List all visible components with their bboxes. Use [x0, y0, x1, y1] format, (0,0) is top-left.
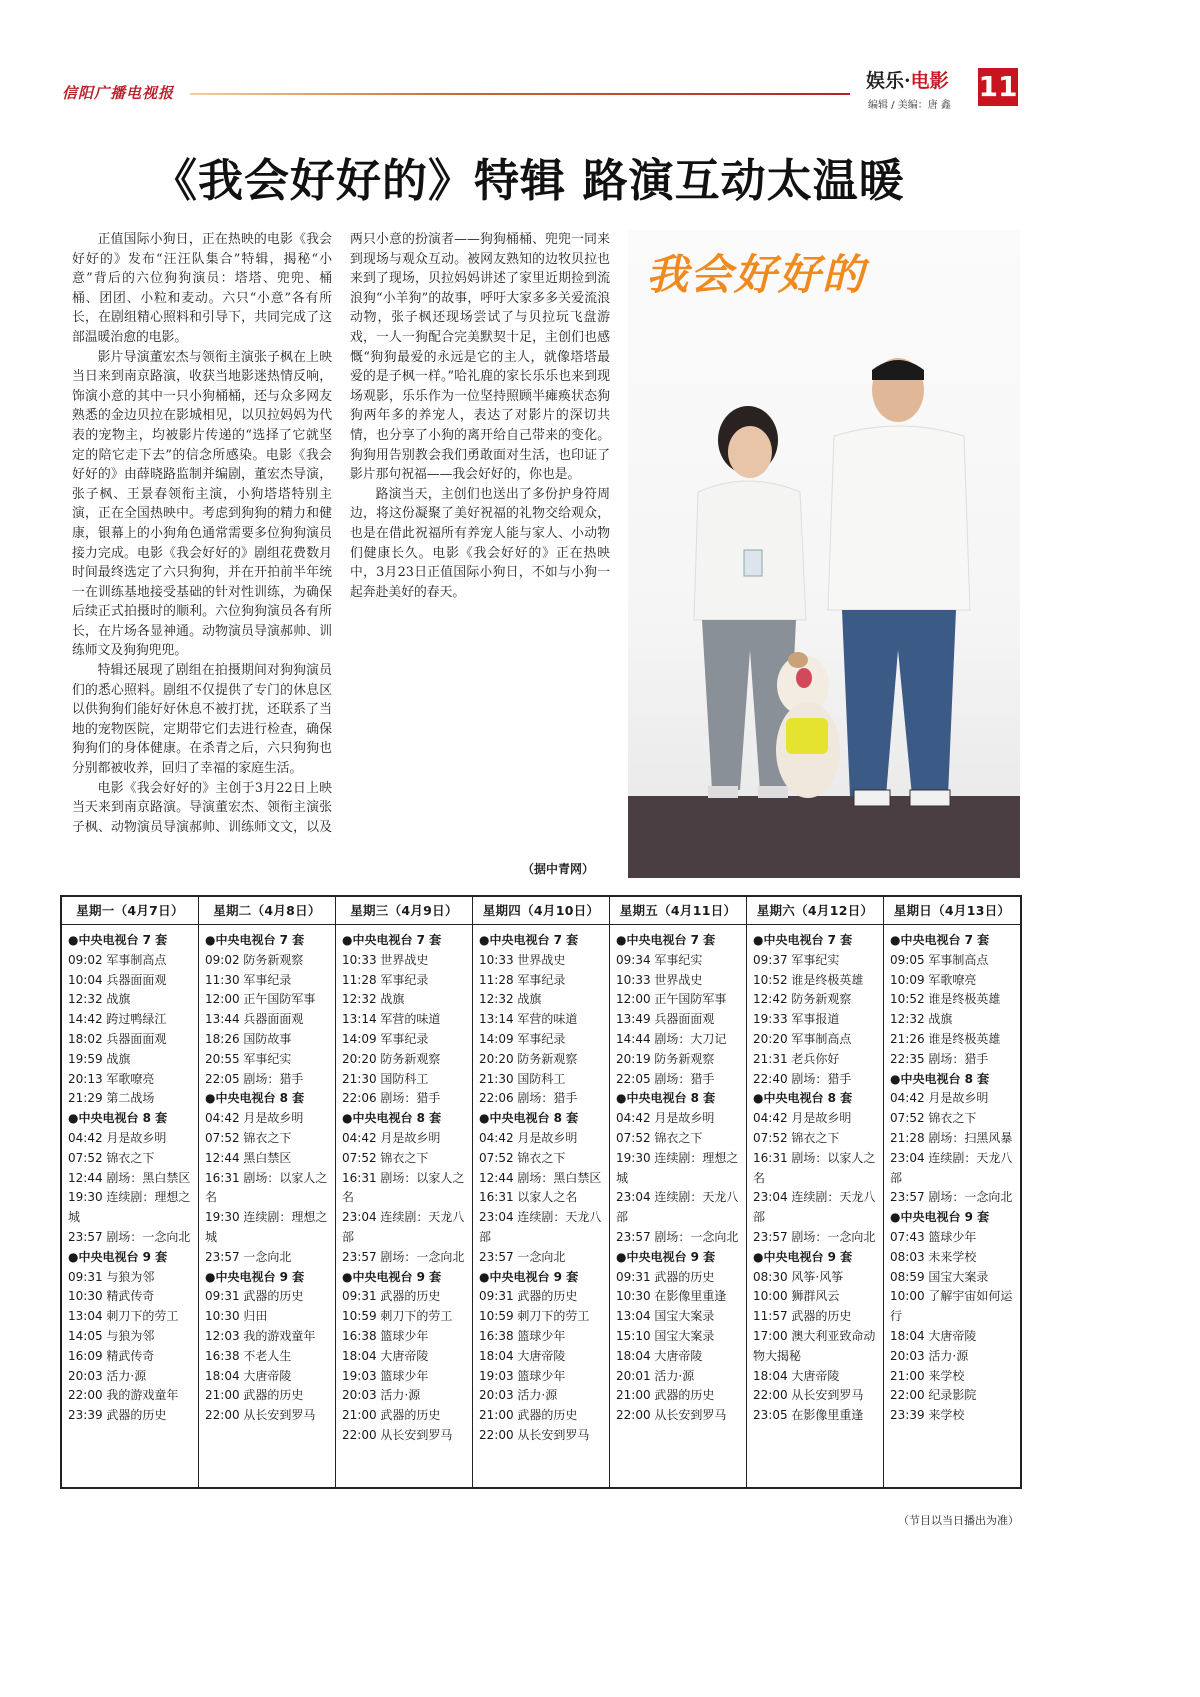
channel-heading: ●中央电视台 8 套	[616, 1091, 716, 1106]
program-entry: 23:57 剧场：一念向北	[616, 1229, 739, 1244]
program-entry: 22:05 剧场：猎手	[616, 1071, 715, 1086]
program-entry: 19:59 战旗	[68, 1051, 131, 1066]
program-entry: 23:57 剧场：一念向北	[890, 1190, 1013, 1205]
program-entry: 22:00 纪录影院	[890, 1388, 977, 1403]
stage-floor	[628, 796, 1020, 878]
program-entry: 08:59 国宝大案录	[890, 1269, 989, 1284]
program-entry: 13:44 兵器面面观	[205, 1012, 304, 1027]
program-entry: 21:00 武器的历史	[205, 1388, 304, 1403]
man-figure	[828, 358, 970, 806]
program-entry: 07:52 锦衣之下	[342, 1150, 429, 1165]
program-entry: 20:20 防务新观察	[342, 1051, 441, 1066]
program-entry: 22:00 从长安到罗马	[205, 1408, 316, 1423]
channel-heading: ●中央电视台 9 套	[890, 1210, 990, 1225]
schedule-day-list	[336, 925, 472, 1446]
program-entry: 12:42 防务新观察	[753, 992, 852, 1007]
program-entry: 22:06 剧场：猎手	[342, 1091, 441, 1106]
program-entry: 16:31 剧场：以家人之名	[342, 1170, 465, 1205]
program-entry: 16:38 不老人生	[205, 1348, 292, 1363]
program-entry: 04:42 月是故乡明	[479, 1130, 578, 1145]
program-entry: 23:39 武器的历史	[68, 1408, 167, 1423]
program-entry: 20:03 活力·源	[890, 1348, 969, 1363]
program-entry: 11:28 军事纪录	[479, 972, 566, 987]
program-entry: 20:13 军歌嘹亮	[68, 1071, 155, 1086]
premiere-photo	[628, 230, 1020, 878]
program-entry: 04:42 月是故乡明	[890, 1091, 989, 1106]
header-rule	[190, 93, 850, 95]
schedule-day-header: 星期二（4月8日）	[199, 897, 335, 925]
program-entry: 19:33 军事报道	[753, 1012, 840, 1027]
channel-heading: ●中央电视台 8 套	[753, 1091, 853, 1106]
program-entry: 13:04 刺刀下的劳工	[68, 1309, 179, 1324]
article-paragraph: 正值国际小狗日，正在热映的电影《我会好好的》发布“汪汪队集合”特辑，揭秘“小意”背后的六位狗狗演员：塔塔、兜兜、桶桶、团团、小粒和麦动。六只“小意”各有所长，在剧组精心照料和引导下，共同完成了这部温暖治愈的电影。	[72, 232, 332, 345]
article-paragraph: 路演当天，主创们也送出了多份护身符周边，将这份凝聚了美好祝福的礼物交给观众，也是在借此祝福所有养宠人能与家人、小动物们健康长久。电影《我会好好的》正在热映中，3月23日正值国际小狗日，不如与小狗一起奔赴美好的春天。	[350, 486, 610, 600]
program-entry: 18:04 大唐帝陵	[753, 1368, 840, 1383]
program-entry: 16:38 篮球少年	[479, 1328, 566, 1343]
program-entry: 14:42 跨过鸭绿江	[68, 1012, 167, 1027]
program-entry: 12:32 战旗	[342, 992, 405, 1007]
newspaper-masthead: 信阳广播电视报	[62, 84, 175, 102]
program-entry: 23:57 一念向北	[479, 1249, 566, 1264]
program-entry: 11:28 军事纪录	[342, 972, 429, 987]
dog-figure	[776, 652, 840, 798]
program-entry: 23:04 连续剧：天龙八部	[479, 1210, 602, 1244]
schedule-day-column	[199, 897, 336, 1487]
program-entry: 21:00 武器的历史	[479, 1408, 578, 1423]
program-entry: 22:05 剧场：猎手	[205, 1071, 304, 1086]
schedule-day-header: 星期一（4月7日）	[62, 897, 198, 925]
channel-heading: ●中央电视台 9 套	[205, 1269, 305, 1284]
channel-heading: ●中央电视台 7 套	[753, 933, 853, 947]
program-entry: 22:00 从长安到罗马	[479, 1427, 590, 1442]
program-entry: 21:00 武器的历史	[616, 1388, 715, 1403]
program-entry: 04:42 月是故乡明	[753, 1111, 852, 1126]
channel-heading: ●中央电视台 7 套	[205, 933, 305, 947]
schedule-day-header: 星期四（4月10日）	[473, 897, 609, 925]
program-entry: 12:32 战旗	[479, 992, 542, 1007]
channel-heading: ●中央电视台 7 套	[890, 933, 990, 947]
program-entry: 15:10 国宝大案录	[616, 1328, 715, 1343]
program-entry: 18:02 兵器面面观	[68, 1031, 167, 1046]
program-entry: 07:52 锦衣之下	[616, 1130, 703, 1145]
program-entry: 23:04 连续剧：天龙八部	[753, 1190, 876, 1225]
program-entry: 19:30 连续剧：理想之城	[205, 1210, 328, 1244]
program-entry: 23:04 连续剧：天龙八部	[890, 1150, 1013, 1185]
program-entry: 22:00 从长安到罗马	[753, 1388, 864, 1403]
program-entry: 10:04 兵器面面观	[68, 972, 167, 987]
program-entry: 16:31 剧场：以家人之名	[753, 1150, 876, 1185]
program-entry: 23:05 在影像里重逢	[753, 1408, 864, 1423]
section-label-a: 娱乐·	[866, 70, 911, 92]
schedule-day-header: 星期日（4月13日）	[884, 897, 1020, 925]
program-entry: 10:59 刺刀下的劳工	[479, 1309, 590, 1324]
program-entry: 04:42 月是故乡明	[68, 1130, 167, 1145]
schedule-day-column	[336, 897, 473, 1487]
article-source-credit: （据中青网）	[522, 862, 595, 876]
section-label	[866, 66, 949, 93]
program-entry: 19:03 篮球少年	[479, 1368, 566, 1383]
program-entry: 22:00 从长安到罗马	[342, 1427, 453, 1442]
tv-schedule-table	[60, 895, 1022, 1489]
program-entry: 20:55 军事纪实	[205, 1051, 292, 1066]
schedule-day-list	[473, 925, 609, 1446]
program-entry: 18:26 国防故事	[205, 1031, 292, 1046]
program-entry: 07:43 篮球少年	[890, 1229, 977, 1244]
program-entry: 21:31 老兵你好	[753, 1051, 840, 1066]
program-entry: 09:34 军事纪实	[616, 952, 703, 967]
program-entry: 07:52 锦衣之下	[68, 1150, 155, 1165]
program-entry: 19:30 连续剧：理想之城	[616, 1150, 739, 1185]
program-entry: 23:57 剧场：一念向北	[342, 1249, 465, 1264]
editor-credit: 编辑 / 美编：唐 鑫	[868, 100, 951, 111]
program-entry: 12:44 黑白禁区	[205, 1150, 292, 1165]
program-entry: 10:30 归田	[205, 1309, 268, 1324]
program-entry: 20:03 活力·源	[68, 1368, 147, 1383]
channel-heading: ●中央电视台 8 套	[342, 1111, 442, 1126]
program-entry: 12:32 战旗	[890, 1012, 953, 1027]
program-entry: 10:30 在影像里重逢	[616, 1289, 727, 1304]
program-entry: 09:02 防务新观察	[205, 952, 304, 967]
channel-heading: ●中央电视台 9 套	[753, 1249, 853, 1264]
program-entry: 11:57 武器的历史	[753, 1309, 852, 1324]
program-entry: 22:06 剧场：猎手	[479, 1091, 578, 1106]
channel-heading: ●中央电视台 9 套	[616, 1249, 716, 1264]
program-entry: 10:59 刺刀下的劳工	[342, 1309, 453, 1324]
program-entry: 10:00 了解宇宙如何运行	[890, 1289, 1013, 1324]
program-entry: 04:42 月是故乡明	[342, 1130, 441, 1145]
program-entry: 10:52 谁是终极英雄	[890, 992, 1001, 1007]
program-entry: 12:00 正午国防军事	[205, 992, 316, 1007]
program-entry: 20:19 防务新观察	[616, 1051, 715, 1066]
schedule-day-header: 星期六（4月12日）	[747, 897, 883, 925]
program-entry: 18:04 大唐帝陵	[479, 1348, 566, 1363]
program-entry: 23:57 一念向北	[205, 1249, 292, 1264]
program-entry: 09:31 武器的历史	[205, 1289, 304, 1304]
channel-heading: ●中央电视台 9 套	[68, 1249, 168, 1264]
program-entry: 10:00 狮群风云	[753, 1289, 840, 1304]
program-entry: 21:00 来学校	[890, 1368, 965, 1383]
schedule-day-list	[199, 925, 335, 1426]
article-paragraph: 电影《我会好好的》主创于3月22日上映当天来到南京路演。导演董宏杰、领衔主演张子枫、动物演员导演郝帅、训练师文文，以及两只小意的扮演者——狗狗桶桶、兜兜一同来到现场与观众互动。被网友熟知的边牧贝拉也来到了现场，贝拉妈妈讲述了家里近期捡到流浪狗“小羊狗”的故事，呼吁大家多多关爱流浪动物，张子枫还现场尝试了与贝拉玩飞盘游戏，一人一狗配合完美默契十足，主创们也感慨“狗狗最爱的永远是它的主人，就像塔塔最爱的是子枫一样。”哈礼鹿的家长乐乐也来到现场观影，乐乐作为一位坚持照顾半瘫痪状态狗狗两年多的养宠人，表达了对影片的深切共情，也分享了小狗的离开给自己带来的变化。狗狗用告别教会我们勇敢面对生活，也印证了影片那句祝福——我会好好的，你也是。	[72, 232, 610, 835]
schedule-day-column	[473, 897, 610, 1487]
program-entry: 09:31 与狼为邻	[68, 1269, 155, 1284]
program-entry: 18:04 大唐帝陵	[205, 1368, 292, 1383]
schedule-day-column	[610, 897, 747, 1487]
program-entry: 22:00 从长安到罗马	[616, 1408, 727, 1423]
program-entry: 04:42 月是故乡明	[616, 1111, 715, 1126]
program-entry: 14:09 军事纪录	[342, 1031, 429, 1046]
program-entry: 23:57 剧场：一念向北	[68, 1229, 191, 1244]
program-entry: 08:30 风筝·风筝	[753, 1269, 844, 1284]
program-entry: 21:30 国防科工	[342, 1071, 429, 1086]
program-entry: 21:00 武器的历史	[342, 1408, 441, 1423]
program-entry: 13:14 军营的味道	[342, 1012, 441, 1027]
page-number: 11	[978, 68, 1018, 106]
program-entry: 12:44 剧场：黑白禁区	[479, 1170, 602, 1185]
article-body	[72, 230, 610, 850]
program-entry: 20:01 活力·源	[616, 1368, 695, 1383]
program-entry: 23:39 来学校	[890, 1408, 965, 1423]
schedule-day-list	[747, 925, 883, 1426]
program-entry: 22:00 我的游戏童年	[68, 1388, 179, 1403]
program-entry: 10:30 精武传奇	[68, 1289, 155, 1304]
program-entry: 19:03 篮球少年	[342, 1368, 429, 1383]
program-entry: 14:44 剧场：大刀记	[616, 1031, 727, 1046]
program-entry: 07:52 锦衣之下	[205, 1130, 292, 1145]
program-entry: 18:04 大唐帝陵	[890, 1328, 977, 1343]
program-entry: 16:31 以家人之名	[479, 1190, 578, 1205]
schedule-day-list	[610, 925, 746, 1426]
photo-illustration	[628, 230, 1020, 878]
program-entry: 16:38 篮球少年	[342, 1328, 429, 1343]
program-entry: 12:32 战旗	[68, 992, 131, 1007]
program-entry: 09:37 军事纪实	[753, 952, 840, 967]
channel-heading: ●中央电视台 7 套	[616, 933, 716, 947]
program-entry: 17:00 澳大利亚致命动物大揭秘	[753, 1328, 876, 1363]
schedule-day-list	[884, 925, 1020, 1426]
program-entry: 18:04 大唐帝陵	[342, 1348, 429, 1363]
program-entry: 09:05 军事制高点	[890, 952, 989, 967]
headline: 《我会好好的》特辑 路演互动太温暖	[152, 154, 905, 207]
article-paragraph: 特辑还展现了剧组在拍摄期间对狗狗演员们的悉心照料。剧组不仅提供了专门的休息区以供狗狗们能好好休息不被打扰，还联系了当地的宠物医院，定期带它们去进行检查，确保狗狗们的身体健康。在杀青之后，六只狗狗也分别都被收养，回归了幸福的家庭生活。	[72, 663, 332, 777]
schedule-day-column	[884, 897, 1020, 1487]
program-entry: 10:33 世界战史	[616, 972, 703, 987]
program-entry: 18:04 大唐帝陵	[616, 1348, 703, 1363]
channel-heading: ●中央电视台 7 套	[68, 933, 168, 947]
program-entry: 21:26 谁是终极英雄	[890, 1031, 1001, 1046]
program-entry: 19:30 连续剧：理想之城	[68, 1190, 191, 1225]
program-entry: 22:40 剧场：猎手	[753, 1071, 852, 1086]
program-entry: 21:28 剧场：扫黑风暴	[890, 1130, 1013, 1145]
program-entry: 20:03 活力·源	[342, 1388, 421, 1403]
program-entry: 21:29 第二战场	[68, 1091, 155, 1106]
program-entry: 23:57 剧场：一念向北	[753, 1229, 876, 1244]
program-entry: 10:09 军歌嘹亮	[890, 972, 977, 987]
program-entry: 22:35 剧场：猎手	[890, 1051, 989, 1066]
program-entry: 21:30 国防科工	[479, 1071, 566, 1086]
channel-heading: ●中央电视台 9 套	[342, 1269, 442, 1284]
program-entry: 10:33 世界战史	[479, 952, 566, 967]
program-entry: 07:52 锦衣之下	[753, 1130, 840, 1145]
program-entry: 13:49 兵器面面观	[616, 1012, 715, 1027]
schedule-day-header: 星期三（4月9日）	[336, 897, 472, 925]
channel-heading: ●中央电视台 7 套	[342, 933, 442, 947]
section-label-b: 电影	[910, 70, 949, 92]
program-entry: 09:31 武器的历史	[479, 1289, 578, 1304]
program-entry: 07:52 锦衣之下	[890, 1111, 977, 1126]
program-entry: 12:44 剧场：黑白禁区	[68, 1170, 191, 1185]
schedule-footnote: （节目以当日播出为准）	[898, 1514, 1019, 1527]
program-entry: 08:03 未来学校	[890, 1249, 977, 1264]
channel-heading: ●中央电视台 7 套	[479, 933, 579, 947]
channel-heading: ●中央电视台 8 套	[890, 1071, 990, 1086]
program-entry: 23:04 连续剧：天龙八部	[342, 1210, 465, 1244]
program-entry: 09:02 军事制高点	[68, 952, 167, 967]
program-entry: 14:05 与狼为邻	[68, 1328, 155, 1343]
schedule-day-header: 星期五（4月11日）	[610, 897, 746, 925]
program-entry: 16:31 剧场：以家人之名	[205, 1170, 328, 1205]
program-entry: 07:52 锦衣之下	[479, 1150, 566, 1165]
movie-logo: 我会好好的	[646, 250, 867, 299]
schedule-day-list	[62, 925, 198, 1426]
program-entry: 20:20 防务新观察	[479, 1051, 578, 1066]
program-entry: 04:42 月是故乡明	[205, 1111, 304, 1126]
article-paragraph: 影片导演董宏杰与领衔主演张子枫在上映当日来到南京路演，收获当地影迷热情反响，饰演小意的其中一只小狗桶桶，还与众多网友熟悉的金边贝拉在影城相见，以贝拉妈妈为代表的宠物主，均被影片传递的“选择了它就坚定的陪它走下去”的信念所感染。电影《我会好好的》由薛晓路监制并编剧，董宏杰导演，张子枫、王景春领衔主演，小狗塔塔特别主演，正在全国热映中。考虑到狗狗的精力和健康，银幕上的小狗角色通常需要多位狗狗演员接力完成。电影《我会好好的》剧组花费数月时间最终选定了六只狗狗，并在开拍前半年统一在训练基地接受基础的针对性训练，为确保后续正式拍摄时的顺利。六位狗狗演员各有所长，在片场各显神通。动物演员导演郝帅、训练师文及狗狗兜兜。	[72, 349, 332, 659]
channel-heading: ●中央电视台 9 套	[479, 1269, 579, 1284]
program-entry: 23:04 连续剧：天龙八部	[616, 1190, 739, 1225]
program-entry: 11:30 军事纪录	[205, 972, 292, 987]
program-entry: 12:03 我的游戏童年	[205, 1328, 316, 1343]
program-entry: 16:09 精武传奇	[68, 1348, 155, 1363]
channel-heading: ●中央电视台 8 套	[205, 1091, 305, 1106]
program-entry: 20:03 活力·源	[479, 1388, 558, 1403]
schedule-day-column	[747, 897, 884, 1487]
program-entry: 09:31 武器的历史	[616, 1269, 715, 1284]
program-entry: 14:09 军事纪录	[479, 1031, 566, 1046]
schedule-day-column	[62, 897, 199, 1487]
program-entry: 20:20 军事制高点	[753, 1031, 852, 1046]
program-entry: 10:52 谁是终极英雄	[753, 972, 864, 987]
program-entry: 12:00 正午国防军事	[616, 992, 727, 1007]
program-entry: 09:31 武器的历史	[342, 1289, 441, 1304]
channel-heading: ●中央电视台 8 套	[479, 1111, 579, 1126]
program-entry: 10:33 世界战史	[342, 952, 429, 967]
channel-heading: ●中央电视台 8 套	[68, 1111, 168, 1126]
program-entry: 13:14 军营的味道	[479, 1012, 578, 1027]
program-entry: 13:04 国宝大案录	[616, 1309, 715, 1324]
